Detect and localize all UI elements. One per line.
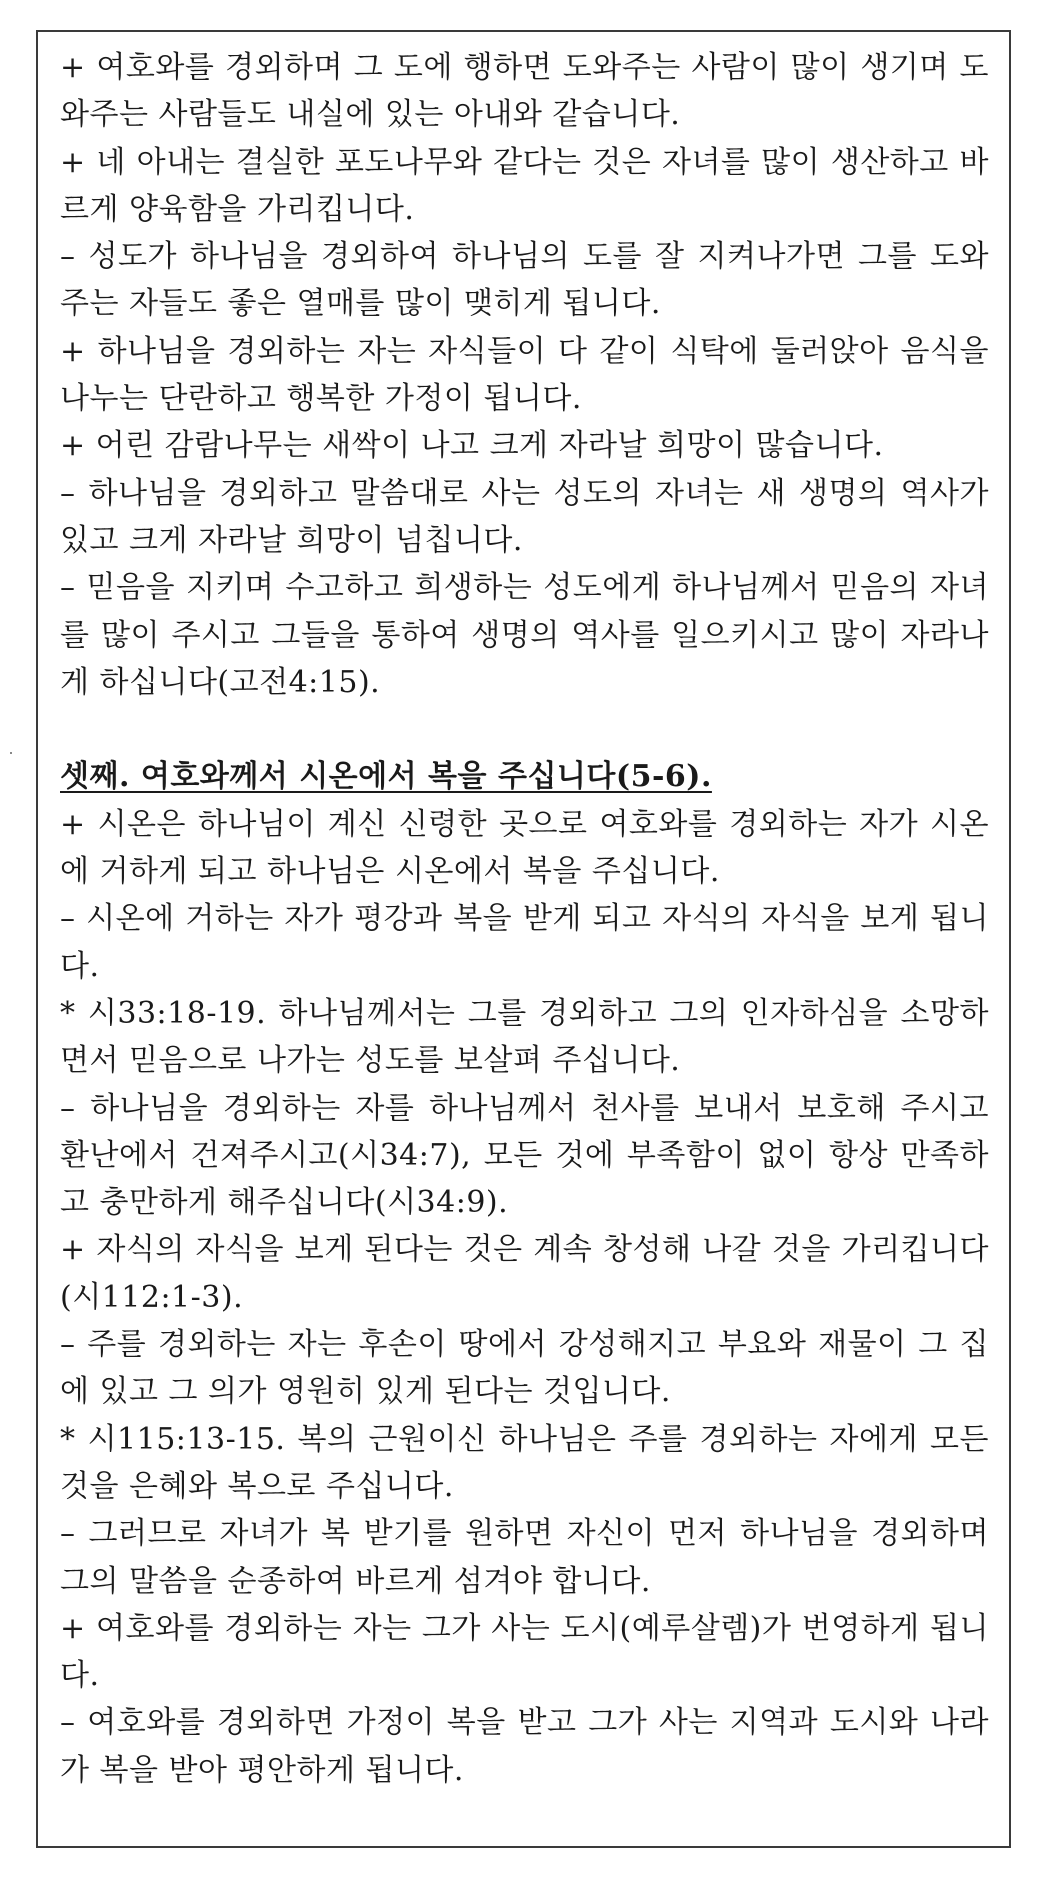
paragraph: * 시33:18-19. 하나님께서는 그를 경외하고 그의 인자하심을 소망하면서 믿음으로 나가는 성도를 보살펴 주십니다. <box>60 995 989 1079</box>
paragraph: + 네 아내는 결실한 포도나무와 같다는 것은 자녀를 많이 생산하고 바르게 양육함을 가리킵니다. <box>60 144 989 227</box>
paragraph: – 믿음을 지키며 수고하고 희생하는 성도에게 하나님께서 믿음의 자녀를 많이 주시고 그들을 통하여 생명의 역사를 일으키시고 많이 자라나게 하십니다(고전4:15). <box>60 570 989 700</box>
paragraph: * 시115:13-15. 복의 근원이신 하나님은 주를 경외하는 자에게 모든 것을 은혜와 복으로 주십니다. <box>60 1421 989 1504</box>
paragraph: – 주를 경외하는 자는 후손이 땅에서 강성해지고 부요와 재물이 그 집에 있고 그 의가 영원히 있게 된다는 것입니다. <box>60 1327 989 1410</box>
document-body <box>60 44 989 1794</box>
paragraph: + 여호와를 경외하는 자는 그가 사는 도시(예루살렘)가 번영하게 됩니다. <box>60 1610 989 1694</box>
paragraph: – 그러므로 자녀가 복 받기를 원하면 자신이 먼저 하나님을 경외하며 그의 말씀을 순종하여 바르게 섬겨야 합니다. <box>60 1516 989 1599</box>
paragraph: + 여호와를 경외하며 그 도에 행하면 도와주는 사람이 많이 생기며 도와주는 사람들도 내실에 있는 아내와 같습니다. <box>60 50 989 133</box>
blank-line <box>60 706 989 753</box>
paragraph: + 하나님을 경외하는 자는 자식들이 다 같이 식탁에 둘러앉아 음식을 나누는 단란하고 행복한 가정이 됩니다. <box>60 333 989 417</box>
paragraph: – 시온에 거하는 자가 평강과 복을 받게 되고 자식의 자식을 보게 됩니다. <box>60 901 989 984</box>
paragraph: + 자식의 자식을 보게 된다는 것은 계속 창성해 나갈 것을 가리킵니다(시112:1-3). <box>60 1232 989 1315</box>
paragraph: – 성도가 하나님을 경외하여 하나님의 도를 잘 지켜나가면 그를 도와주는 자들도 좋은 열매를 많이 맺히게 됩니다. <box>60 239 989 322</box>
paragraph: – 하나님을 경외하는 자를 하나님께서 천사를 보내서 보호해 주시고 환난에서 건져주시고(시34:7), 모든 것에 부족함이 없이 항상 만족하고 충만하게 해주십니다(시34:9). <box>60 1090 989 1221</box>
stray-dot <box>10 752 12 754</box>
document-frame <box>36 30 1011 1848</box>
paragraph: – 여호와를 경외하면 가정이 복을 받고 그가 사는 지역과 도시와 나라가 복을 받아 평안하게 됩니다. <box>60 1705 989 1788</box>
paragraph: + 시온은 하나님이 계신 신령한 곳으로 여호와를 경외하는 자가 시온에 거하게 되고 하나님은 시온에서 복을 주십니다. <box>60 806 989 890</box>
section-heading: 셋째. 여호와께서 시온에서 복을 주십니다(5-6). <box>60 759 712 795</box>
paragraph: + 어린 감람나무는 새싹이 나고 크게 자라날 희망이 많습니다. <box>60 428 884 464</box>
paragraph: – 하나님을 경외하고 말씀대로 사는 성도의 자녀는 새 생명의 역사가 있고 크게 자라날 희망이 넘칩니다. <box>60 475 989 558</box>
